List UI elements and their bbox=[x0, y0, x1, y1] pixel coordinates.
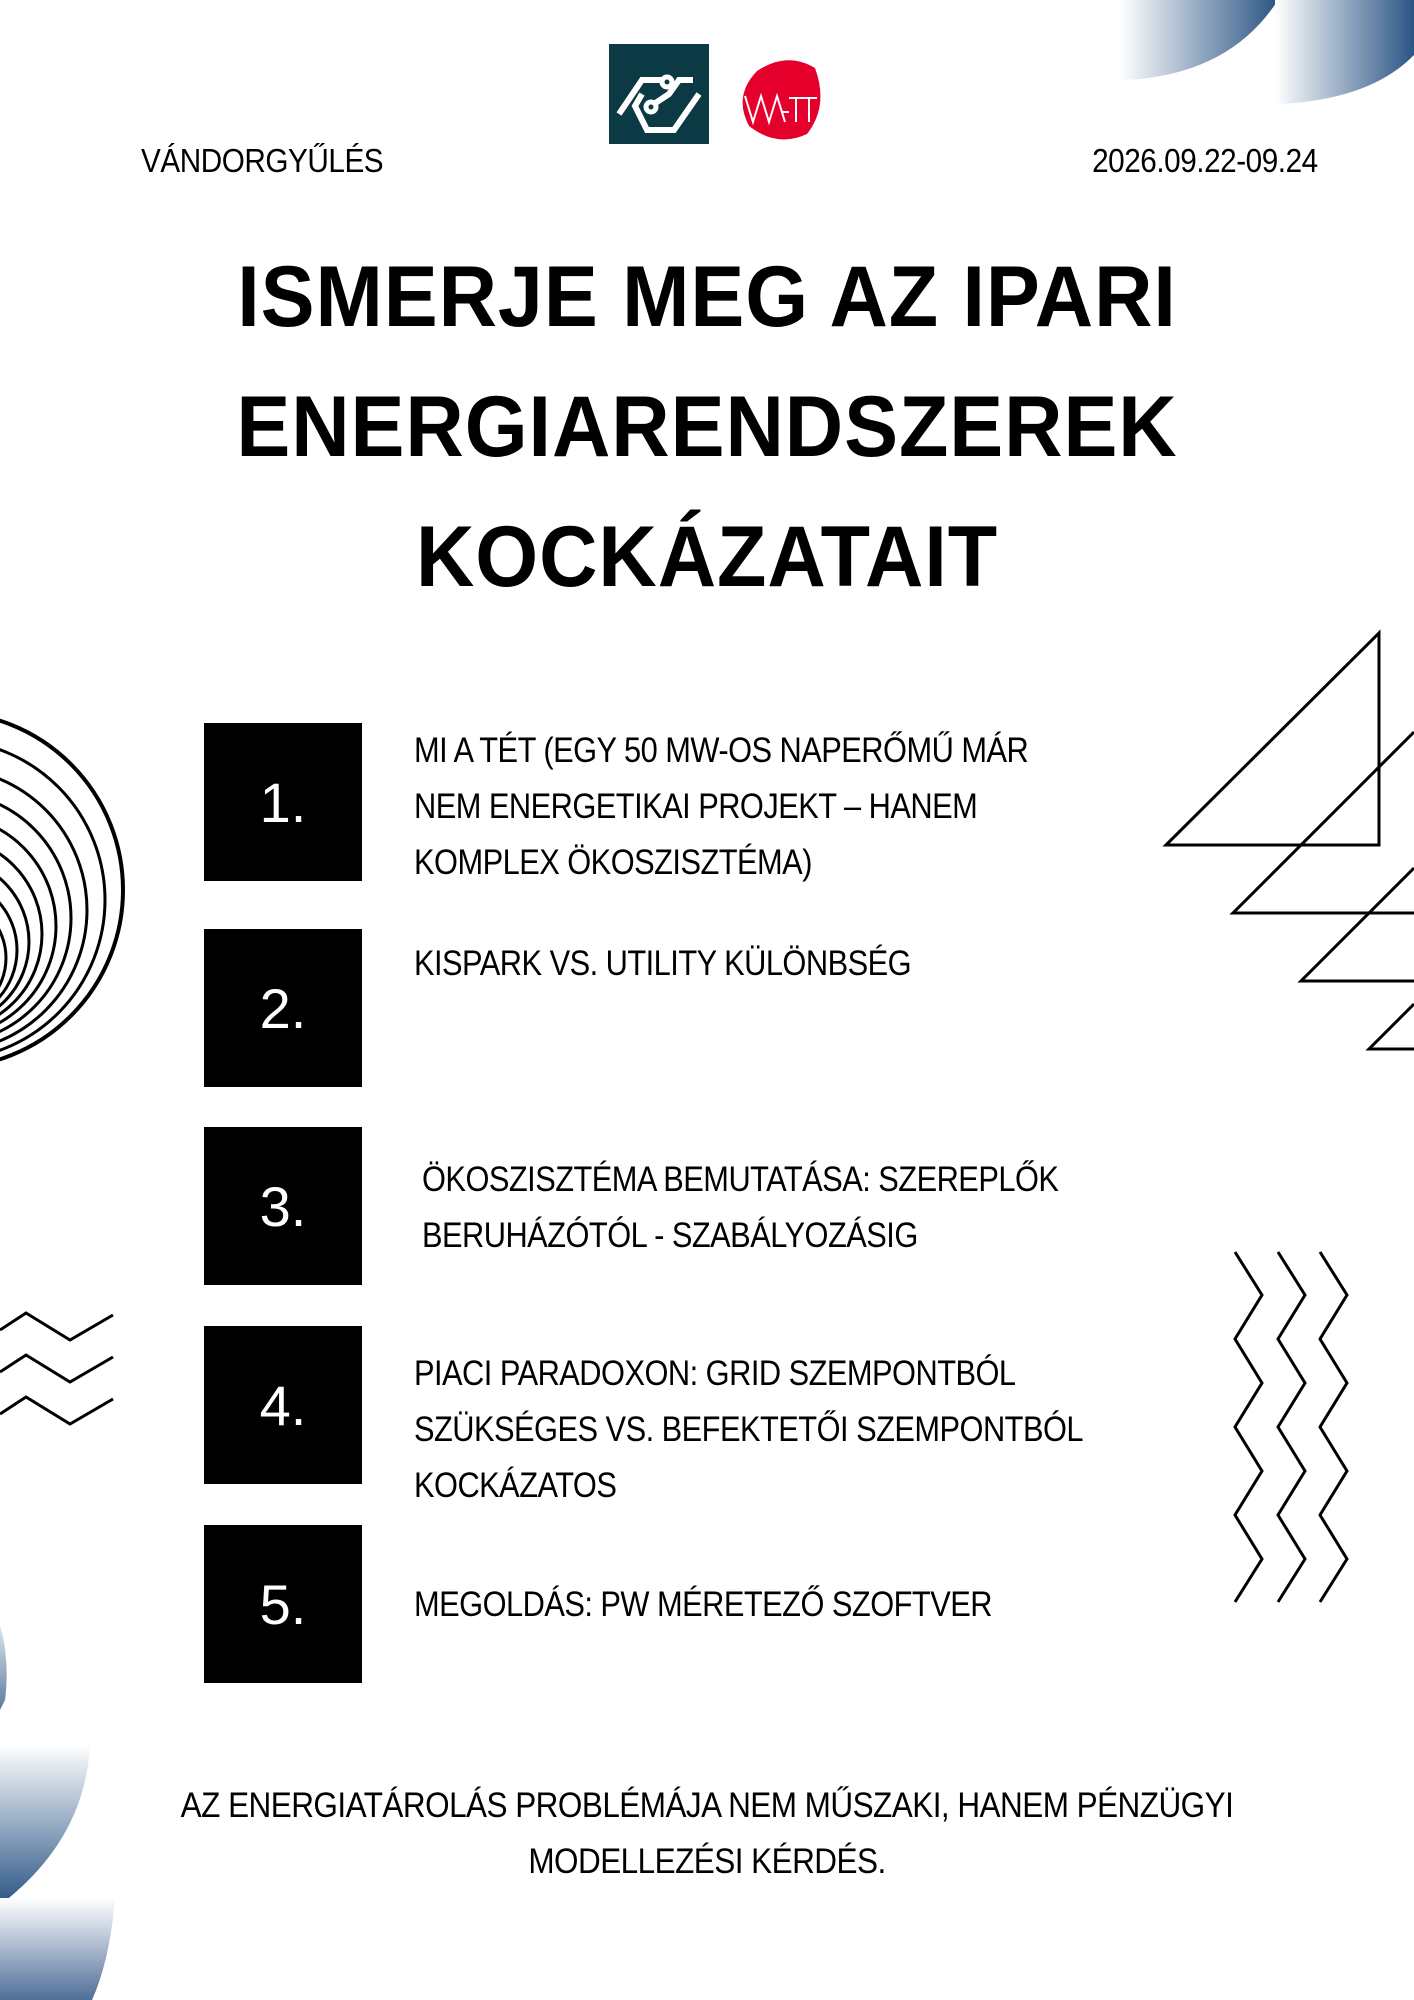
agenda-item-1 bbox=[204, 723, 1204, 881]
agenda-item-5 bbox=[204, 1525, 1204, 1683]
item-text-line: BERUHÁZÓTÓL - SZABÁLYOZÁSIG bbox=[422, 1216, 918, 1255]
item-number-box: 1. bbox=[204, 723, 362, 881]
item-number-box: 2. bbox=[204, 929, 362, 1087]
circuit-hexagon-logo bbox=[609, 44, 709, 144]
item-text-line: KOCKÁZATOS bbox=[414, 1466, 617, 1505]
watt-logo bbox=[737, 56, 825, 142]
item-text-line: NEM ENERGETIKAI PROJEKT – HANEM bbox=[414, 787, 978, 826]
concentric-arcs-decoration bbox=[0, 690, 130, 1070]
title-line: ENERGIARENDSZEREK bbox=[236, 379, 1178, 475]
footer-line: MODELLEZÉSI KÉRDÉS. bbox=[528, 1842, 886, 1881]
item-number-box: 5. bbox=[204, 1525, 362, 1683]
circuit-icon bbox=[609, 44, 709, 144]
agenda-item-2 bbox=[204, 929, 1204, 1087]
footer-statement bbox=[0, 1778, 1414, 1890]
item-text-line: MI A TÉT (EGY 50 MW-OS NAPERŐMŰ MÁR bbox=[414, 731, 1029, 770]
event-label: VÁNDORGYŰLÉS bbox=[141, 142, 384, 179]
item-text-line: PIACI PARADOXON: GRID SZEMPONTBÓL bbox=[414, 1354, 1016, 1393]
item-text bbox=[414, 1577, 1162, 1633]
agenda-item-4 bbox=[204, 1326, 1204, 1505]
event-date-range: 2026.09.22-09.24 bbox=[1092, 142, 1318, 179]
top-right-gradient-shapes bbox=[1100, 0, 1414, 120]
agenda-item-3 bbox=[204, 1127, 1204, 1285]
item-text-line: ÖKOSZISZTÉMA BEMUTATÁSA: SZEREPLŐK bbox=[422, 1160, 1059, 1199]
zigzag-lines-left bbox=[0, 1290, 130, 1450]
item-number-box: 4. bbox=[204, 1326, 362, 1484]
item-text-line: SZÜKSÉGES VS. BEFEKTETŐI SZEMPONTBÓL bbox=[414, 1410, 1084, 1449]
item-text-line: KOMPLEX ÖKOSZISZTÉMA) bbox=[414, 843, 812, 882]
item-text bbox=[414, 723, 1162, 891]
item-text bbox=[414, 1346, 1162, 1514]
item-text bbox=[422, 1152, 1170, 1264]
title-line: KOCKÁZATAIT bbox=[415, 509, 999, 605]
item-text-line: MEGOLDÁS: PW MÉRETEZŐ SZOFTVER bbox=[414, 1585, 992, 1624]
footer-line: AZ ENERGIATÁROLÁS PROBLÉMÁJA NEM MŰSZAKI, HANEM PÉNZÜGYI bbox=[180, 1786, 1234, 1825]
vertical-zigzag-lines-right bbox=[1210, 1240, 1360, 1620]
title-line: ISMERJE MEG AZ IPARI bbox=[237, 249, 1177, 345]
page-title bbox=[0, 232, 1414, 622]
item-text-line: KISPARK VS. UTILITY KÜLÖNBSÉG bbox=[414, 944, 912, 983]
item-text bbox=[414, 936, 1162, 992]
item-number-box: 3. bbox=[204, 1127, 362, 1285]
